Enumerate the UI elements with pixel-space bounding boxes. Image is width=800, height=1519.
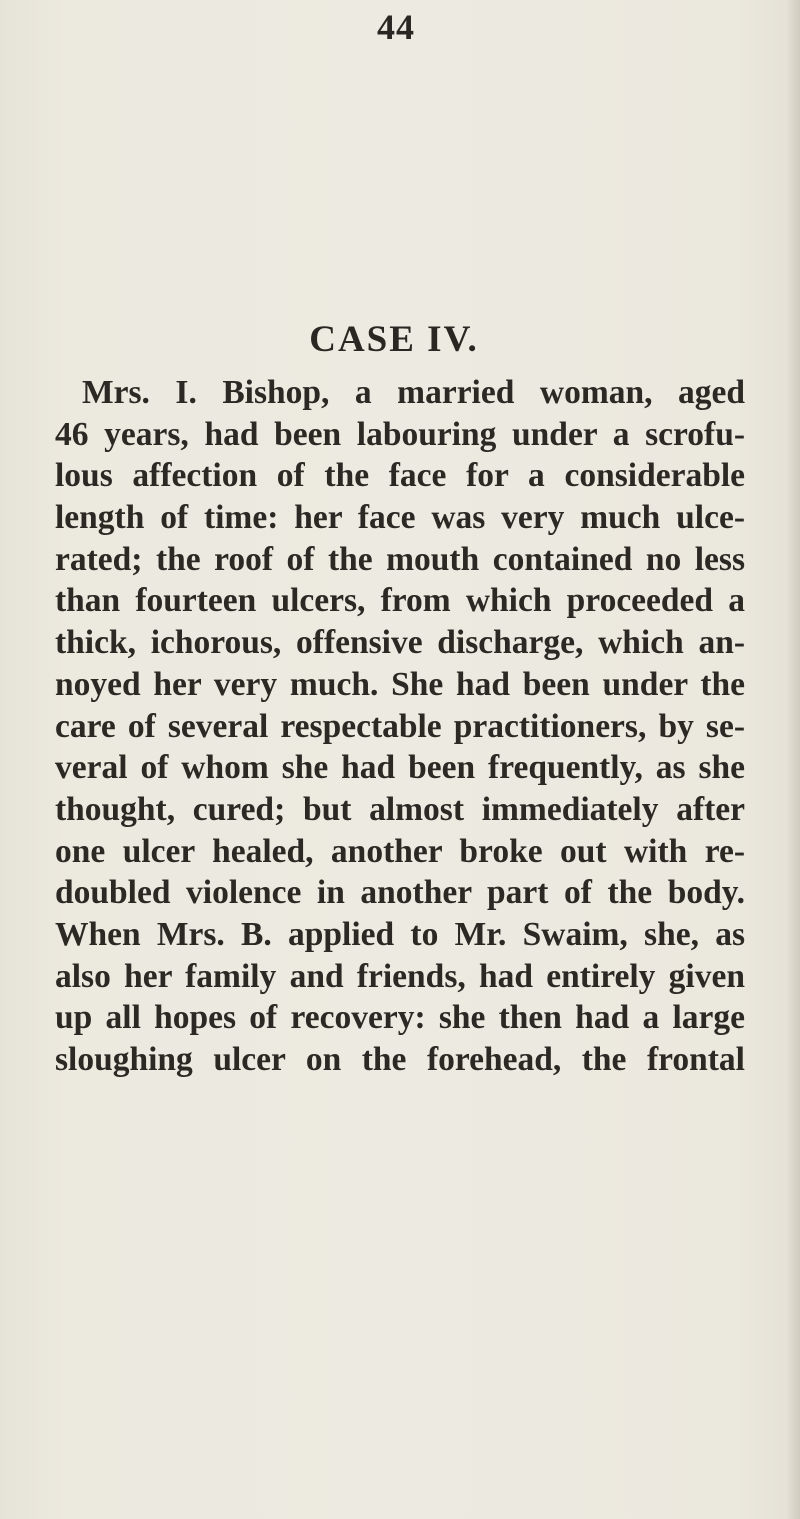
text-line: rated; the roof of the mouth contained no less (55, 540, 745, 578)
text-line: one ulcer healed, another broke out with re- (55, 832, 745, 870)
text-line: than fourteen ulcers, from which proceeded a (55, 582, 745, 620)
text-line: also her family and friends, had entirely given (55, 957, 745, 995)
text-line: sloughing ulcer on the forehead, the frontal (55, 1041, 745, 1078)
text-line: care of several respectable practitioners, by se- (55, 707, 745, 745)
text-line: veral of whom she had been frequently, as she (55, 749, 745, 787)
text-line: noyed her very much. She had been under the (55, 665, 745, 703)
text-line: thought, cured; but almost immediately after (55, 790, 745, 828)
text-line: up all hopes of recovery: she then had a large (55, 999, 745, 1037)
text-line: lous affection of the face for a considerable (55, 457, 745, 495)
text-line: When Mrs. B. applied to Mr. Swaim, she, as (55, 915, 745, 953)
text-line: doubled violence in another part of the body. (55, 874, 745, 912)
page-number: 44 (377, 7, 415, 47)
text-line: 46 years, had been labouring under a scrofu- (55, 415, 745, 453)
page-edge-shadow (786, 0, 800, 1519)
text-line: thick, ichorous, offensive discharge, which an- (55, 624, 745, 662)
case-heading: CASE IV. (309, 319, 479, 360)
body-text (55, 372, 745, 1081)
text-line: Mrs. I. Bishop, a married woman, aged (82, 374, 745, 411)
text-line: length of time: her face was very much ulce- (55, 499, 745, 537)
